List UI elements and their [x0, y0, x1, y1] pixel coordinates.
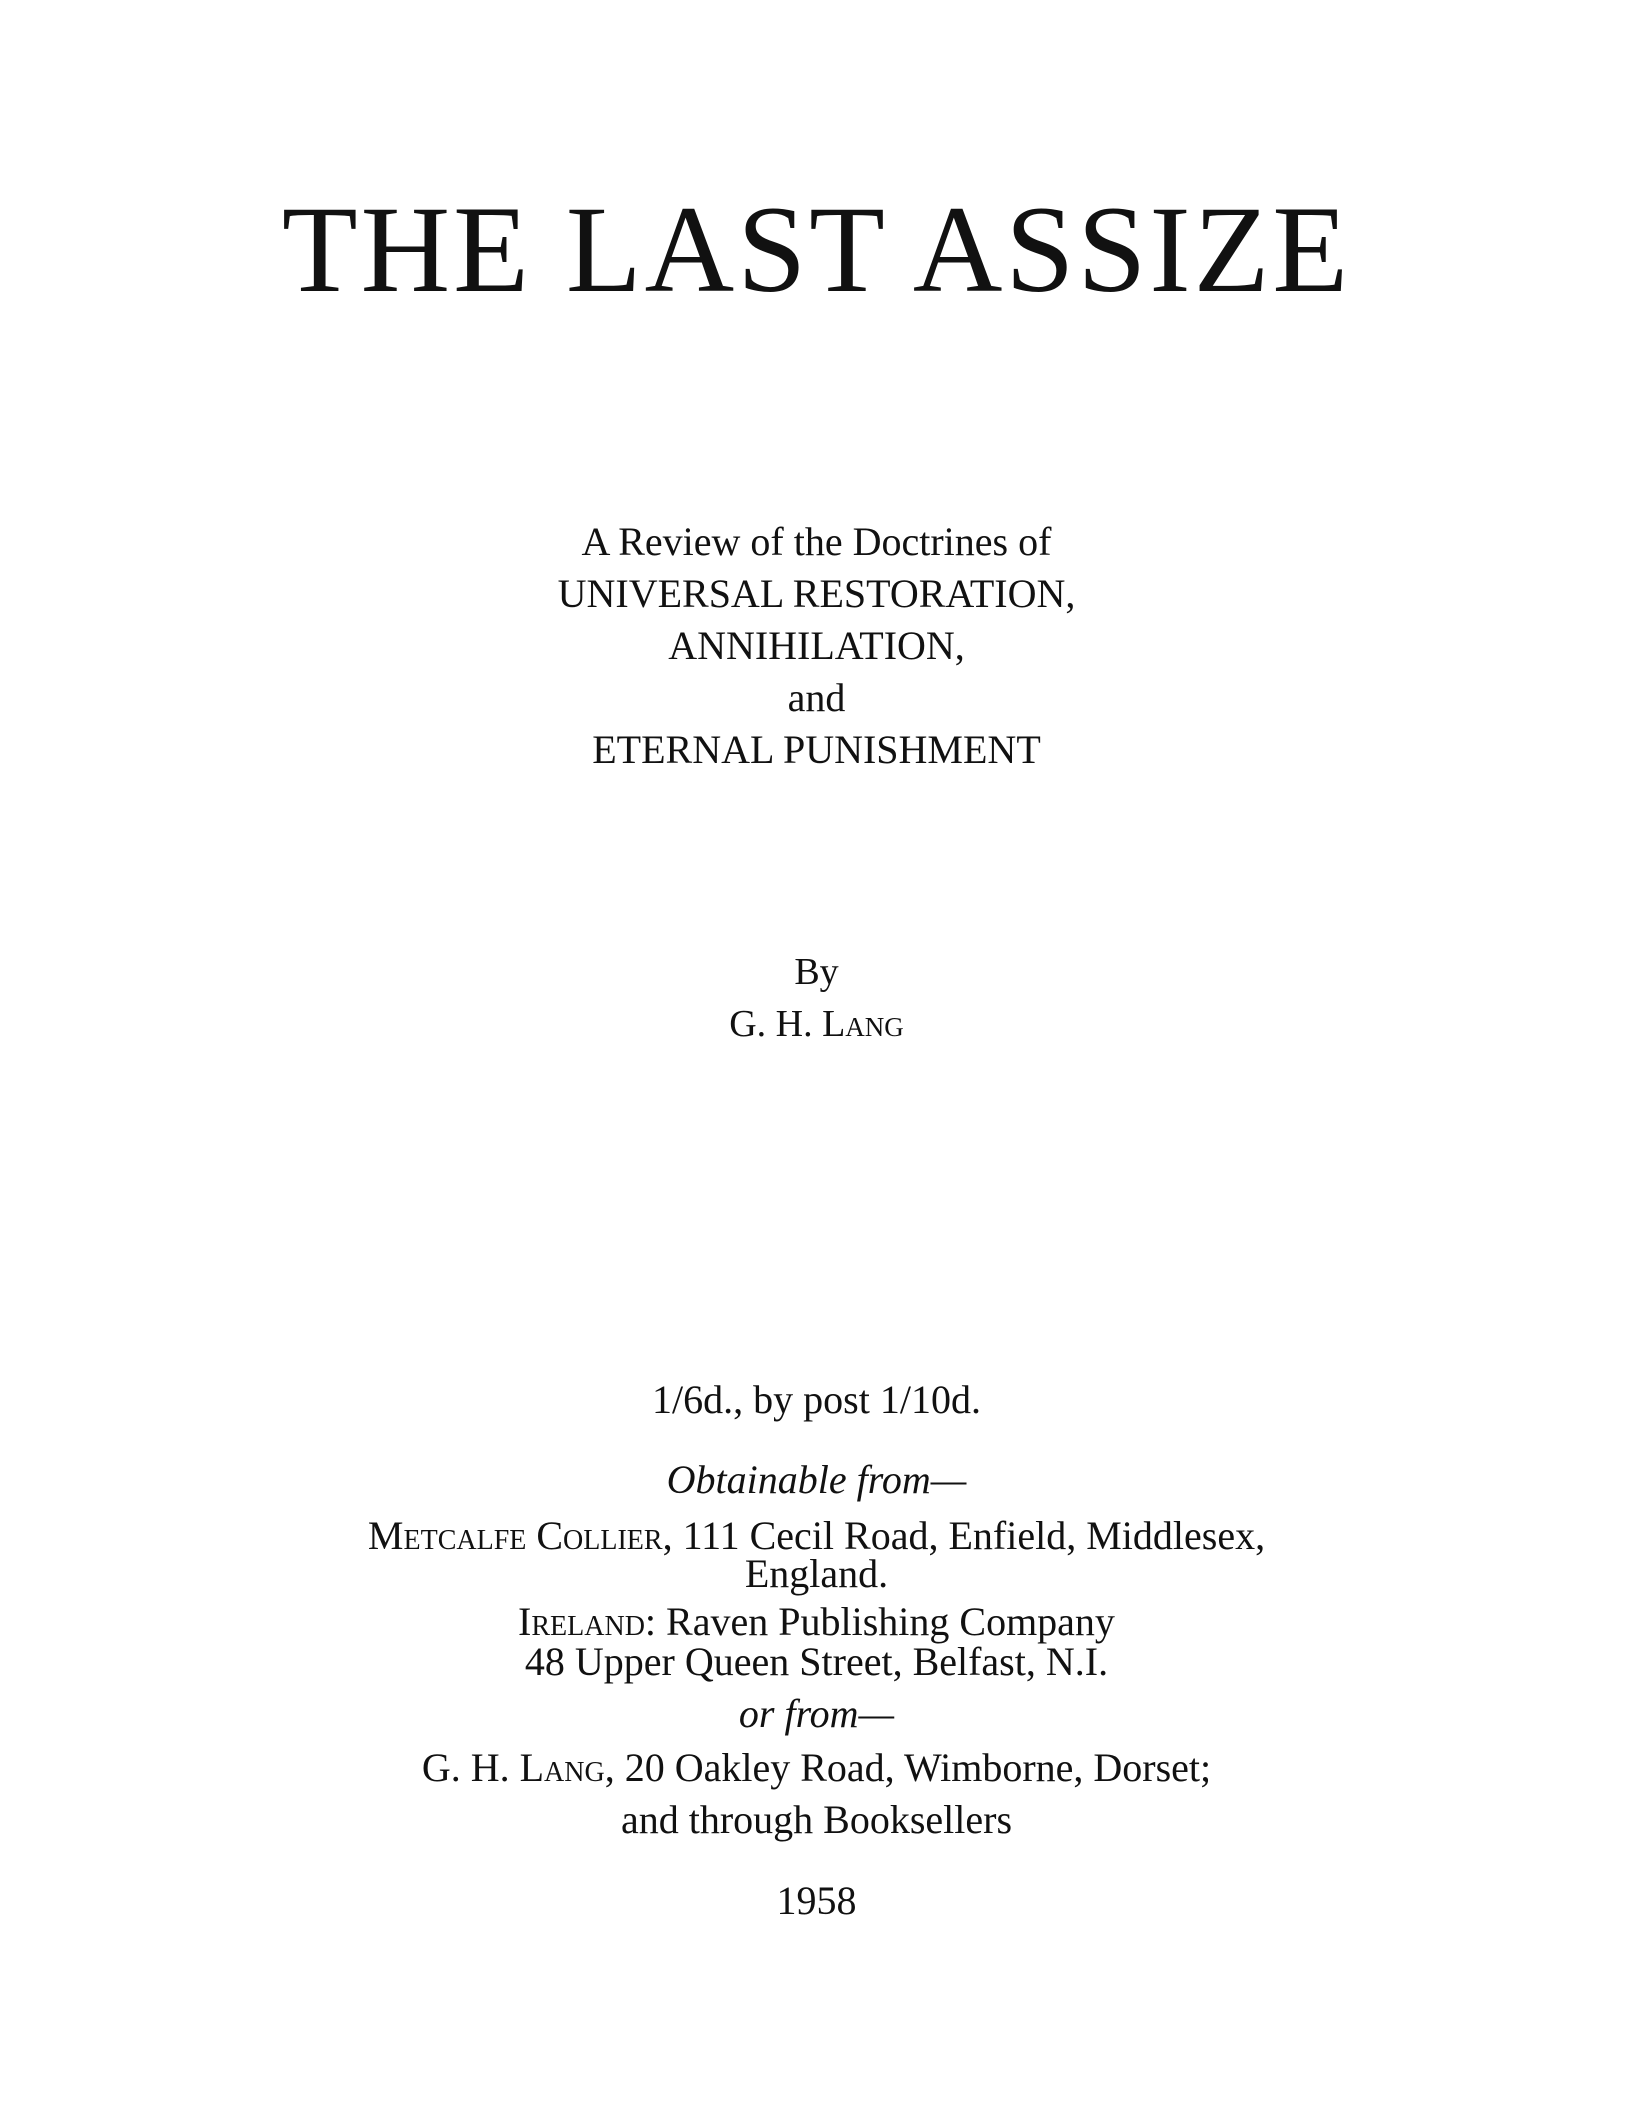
subtitle-line-3: ANNIHILATION, [668, 623, 965, 668]
metcalfe-name: Metcalfe Collier, [367, 1513, 673, 1558]
subtitle-line-1: A Review of the Doctrines of [581, 519, 1052, 564]
ireland-separator: : [644, 1599, 667, 1644]
metcalfe-country: England. [744, 1551, 889, 1596]
byline-by: By [794, 951, 839, 993]
or-from: or from— [738, 1691, 895, 1736]
author-name: G. H. Lang [729, 1003, 904, 1045]
ireland-address: 48 Upper Queen Street, Belfast, N.I. [524, 1639, 1109, 1684]
metcalfe-address: 111 Cecil Road, Enfield, Middlesex, [672, 1513, 1266, 1558]
book-title: THE LAST ASSIZE [281, 181, 1352, 318]
ireland-label: Ireland [518, 1599, 645, 1644]
subtitle-line-5: ETERNAL PUNISHMENT [592, 727, 1041, 772]
lang-address: 20 Oakley Road, Wimborne, Dorset; [614, 1745, 1212, 1790]
subtitle-line-2: UNIVERSAL RESTORATION, [557, 571, 1076, 616]
subtitle-line-4: and [787, 675, 846, 720]
lang-name: G. H. Lang, [421, 1745, 615, 1790]
distributor-lang [0, 1746, 1633, 1790]
ireland-company: Raven Publishing Company [666, 1599, 1115, 1644]
distributor-ireland [0, 1600, 1633, 1644]
booksellers: and through Booksellers [620, 1797, 1013, 1842]
price: 1/6d., by post 1/10d. [652, 1377, 981, 1422]
publication-year: 1958 [776, 1878, 857, 1923]
obtainable-from: Obtainable from— [666, 1457, 967, 1502]
